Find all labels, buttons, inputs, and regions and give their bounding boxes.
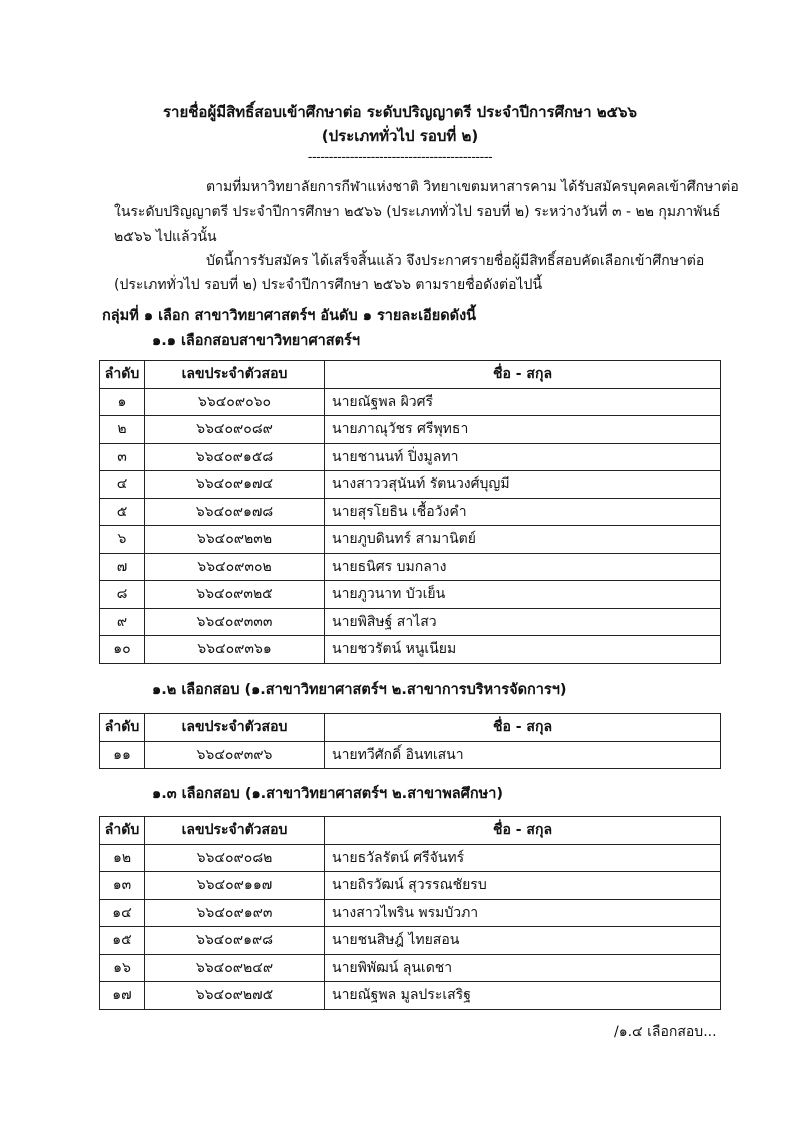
section-1-3-table xyxy=(99,816,721,1010)
table-row xyxy=(100,416,721,444)
table-row xyxy=(100,388,721,416)
table-row xyxy=(100,636,721,664)
full-name: นางสาวไพริน พรมบัวภา xyxy=(325,899,721,927)
exam-id: ๖๖๔๐๙๓๐๒ xyxy=(145,553,325,581)
group-1-heading: กลุ่มที่ ๑ เลือก สาขาวิทยาศาสตร์ฯ อันดับ ๑ รายละเอียดดังนี้ xyxy=(102,308,477,324)
paragraph-1-line-1: ตามที่มหาวิทยาลัยการกีฬาแห่งชาติ วิทยาเขตมหาสารคาม ได้รับสมัครบุคคลเข้าศึกษาต่อ xyxy=(206,179,739,195)
table-row xyxy=(100,471,721,499)
section-1-2-heading: ๑.๒ เลือกสอบ (๑.สาขาวิทยาศาสตร์ฯ ๒.สาขาการบริหารจัดการฯ) xyxy=(152,682,567,698)
section-1-3-heading: ๑.๓ เลือกสอบ (๑.สาขาวิทยาศาสตร์ฯ ๒.สาขาพลศึกษา) xyxy=(152,786,503,802)
exam-id: ๖๖๔๐๙๑๕๘ xyxy=(145,443,325,471)
full-name: นายณัฐพล ผิวศรี xyxy=(325,388,721,416)
row-number: ๓ xyxy=(100,443,145,471)
full-name: นายชานนท์ ปิ่งมูลทา xyxy=(325,443,721,471)
column-header-name: ชื่อ - สกุล xyxy=(325,714,721,742)
table-row xyxy=(100,927,721,955)
full-name: นายพิสิษฐ์ สาไสว xyxy=(325,608,721,636)
table-row xyxy=(100,899,721,927)
exam-id: ๖๖๔๐๙๓๓๓ xyxy=(145,608,325,636)
document-title: รายชื่อผู้มีสิทธิ์สอบเข้าศึกษาต่อ ระดับปริญญาตรี ประจำปีการศึกษา ๒๕๖๖ xyxy=(162,103,638,121)
full-name: นายพิพัฒน์ ลุนเดชา xyxy=(325,954,721,982)
table-row xyxy=(100,872,721,900)
exam-id: ๖๖๔๐๙๓๒๕ xyxy=(145,581,325,609)
row-number: ๕ xyxy=(100,498,145,526)
row-number: ๘ xyxy=(100,581,145,609)
row-number: ๒ xyxy=(100,416,145,444)
column-header-id: เลขประจำตัวสอบ xyxy=(145,361,325,389)
paragraph-1-line-2: ในระดับปริญญาตรี ประจำปีการศึกษา ๒๕๖๖ (ประเภททั่วไป รอบที่ ๒) ระหว่างวันที่ ๓ - ๒๒ กุมภาพันธ์ xyxy=(114,204,721,220)
exam-id: ๖๖๔๐๙๐๘๒ xyxy=(145,844,325,872)
full-name: นายธวัลรัตน์ ศรีจันทร์ xyxy=(325,844,721,872)
full-name: นายภูบดินทร์ สามานิตย์ xyxy=(325,526,721,554)
separator-line: -------------------------------------------- xyxy=(307,150,493,165)
row-number: ๙ xyxy=(100,608,145,636)
column-header-no: ลำดับ xyxy=(100,817,145,845)
row-number: ๑๑ xyxy=(100,741,145,769)
row-number: ๗ xyxy=(100,553,145,581)
row-number: ๑๐ xyxy=(100,636,145,664)
table-row xyxy=(100,608,721,636)
exam-id: ๖๖๔๐๙๐๘๙ xyxy=(145,416,325,444)
row-number: ๖ xyxy=(100,526,145,554)
table-row xyxy=(100,741,721,769)
column-header-id: เลขประจำตัวสอบ xyxy=(145,817,325,845)
exam-id: ๖๖๔๐๙๒๗๕ xyxy=(145,982,325,1010)
table-row xyxy=(100,443,721,471)
row-number: ๑๔ xyxy=(100,899,145,927)
paragraph-1-line-3: ๒๕๖๖ ไปแล้วนั้น xyxy=(114,229,217,245)
paragraph-2-line-1: บัดนี้การรับสมัคร ได้เสร็จสิ้นแล้ว จึงประกาศรายชื่อผู้มีสิทธิ์สอบคัดเลือกเข้าศึกษาต่อ xyxy=(206,253,705,269)
exam-id: ๖๖๔๐๙๓๖๑ xyxy=(145,636,325,664)
exam-id: ๖๖๔๐๙๒๓๒ xyxy=(145,526,325,554)
section-1-1-table xyxy=(99,360,721,664)
full-name: นายชวรัตน์ หนูเนียม xyxy=(325,636,721,664)
paragraph-2-line-2: (ประเภททั่วไป รอบที่ ๒) ประจำปีการศึกษา ๒๕๖๖ ตามรายชื่อดังต่อไปนี้ xyxy=(114,277,543,293)
exam-id: ๖๖๔๐๙๑๑๗ xyxy=(145,872,325,900)
full-name: นายณัฐพล มูลประเสริฐ xyxy=(325,982,721,1010)
exam-id: ๖๖๔๐๙๑๗๔ xyxy=(145,471,325,499)
exam-id: ๖๖๔๐๙๓๙๖ xyxy=(145,741,325,769)
continuation-note: /๑.๔ เลือกสอบ... xyxy=(614,1024,717,1040)
table-row xyxy=(100,553,721,581)
row-number: ๑๗ xyxy=(100,982,145,1010)
row-number: ๑๖ xyxy=(100,954,145,982)
section-1-1-heading: ๑.๑ เลือกสอบสาขาวิทยาศาสตร์ฯ xyxy=(152,333,360,349)
table-row xyxy=(100,844,721,872)
row-number: ๔ xyxy=(100,471,145,499)
full-name: นายสุรโยธิน เชื้อวังคำ xyxy=(325,498,721,526)
table-header-row xyxy=(100,817,721,845)
document-subtitle: (ประเภททั่วไป รอบที่ ๒) xyxy=(321,127,479,145)
full-name: นายถิรวัฒน์ สุวรรณชัยรบ xyxy=(325,872,721,900)
row-number: ๑๕ xyxy=(100,927,145,955)
exam-id: ๖๖๔๐๙๒๔๙ xyxy=(145,954,325,982)
table-row xyxy=(100,526,721,554)
column-header-name: ชื่อ - สกุล xyxy=(325,361,721,389)
row-number: ๑๓ xyxy=(100,872,145,900)
full-name: นางสาววสุนันท์ รัตนวงศ์บุญมี xyxy=(325,471,721,499)
table-header-row xyxy=(100,714,721,742)
row-number: ๑๒ xyxy=(100,844,145,872)
table-row xyxy=(100,982,721,1010)
exam-id: ๖๖๔๐๙๐๖๐ xyxy=(145,388,325,416)
full-name: นายภูวนาท บัวเย็น xyxy=(325,581,721,609)
table-row xyxy=(100,498,721,526)
table-header-row xyxy=(100,361,721,389)
row-number: ๑ xyxy=(100,388,145,416)
full-name: นายทวีศักดิ์ อินทเสนา xyxy=(325,741,721,769)
column-header-id: เลขประจำตัวสอบ xyxy=(145,714,325,742)
exam-id: ๖๖๔๐๙๑๙๓ xyxy=(145,899,325,927)
table-row xyxy=(100,581,721,609)
exam-id: ๖๖๔๐๙๑๗๘ xyxy=(145,498,325,526)
full-name: นายภาณุวัชร ศรีพุทธา xyxy=(325,416,721,444)
section-1-2-table xyxy=(99,713,721,769)
full-name: นายธนิศร บมกลาง xyxy=(325,553,721,581)
exam-id: ๖๖๔๐๙๑๙๘ xyxy=(145,927,325,955)
column-header-no: ลำดับ xyxy=(100,361,145,389)
column-header-no: ลำดับ xyxy=(100,714,145,742)
column-header-name: ชื่อ - สกุล xyxy=(325,817,721,845)
table-row xyxy=(100,954,721,982)
full-name: นายชนสิษฎ์ ไทยสอน xyxy=(325,927,721,955)
